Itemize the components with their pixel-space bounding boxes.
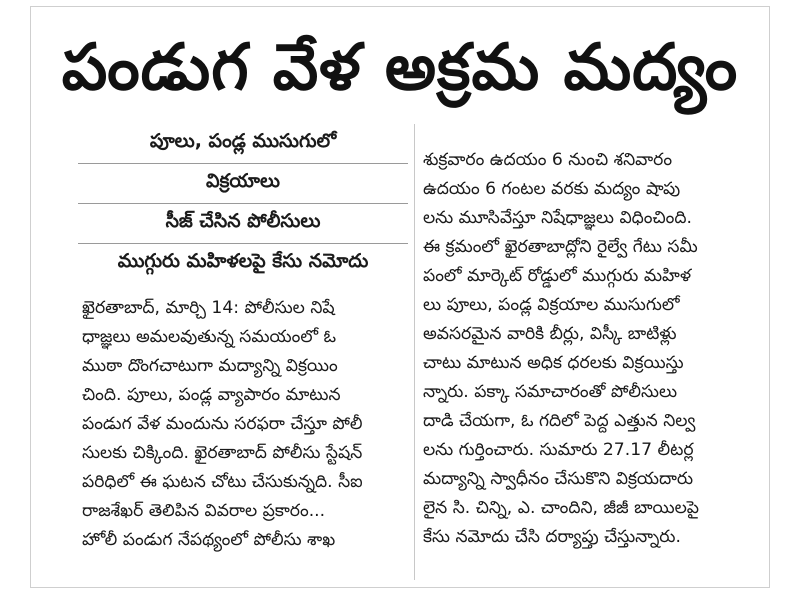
body-line: లను గుర్తించారు. సుమారు 27.17 లీటర్ల (423, 440, 694, 460)
body-line: శుక్రవారం ఉదయం 6 నుంచి శనివారం (423, 150, 673, 170)
body-line: హోలీ పండుగ నేపథ్యంలో పోలీసు శాఖ (82, 530, 336, 550)
body-line: ఈ క్రమంలో ఖైరతాబాద్లోని రైల్వే గేటు సమీ (423, 237, 698, 257)
body-line: చింది. పూలు, పండ్ల వ్యాపారం మాటున (82, 385, 341, 405)
body-line: న్నారు. పక్కా సమాచారంతో పోలీసులు (423, 382, 678, 402)
body-line: అవసరమైన వారికి బీర్లు, విస్కీ బాటిళ్లు (423, 324, 677, 344)
body-line: ఉదయం 6 గంటల వరకు మద్యం షాపు (423, 179, 681, 199)
body-line: ఖైరతాబాద్‌, మార్చి 14: పోలీసుల నిషే (82, 298, 335, 318)
body-line: పంలో మార్కెట్‌ రోడ్డులో ముగ్గురు మహిళ (423, 266, 692, 286)
body-line: లను మూసివేస్తూ నిషేధాజ్ఞలు విధించింది. (423, 208, 692, 228)
body-line: లైన సి. చిన్ని, ఎ. చాందిని, జీజీ బాయిలపై (423, 498, 700, 518)
article-headline: పండుగ వేళ అక్రమ మద్యం (61, 31, 739, 105)
subheading-line-4: ముగ్గురు మహిళలపై కేసు నమోదు (117, 250, 369, 272)
body-line: మద్యాన్ని స్వాధీనం చేసుకొని విక్రయదారు (423, 469, 694, 489)
body-line: ధాజ్ఞలు అమలవుతున్న సమయంలో ఓ (82, 327, 337, 347)
body-line: ముఠా దొంగచాటుగా మద్యాన్ని విక్రయిం (82, 356, 338, 376)
body-line: రాజశేఖర్‌ తెలిపిన వివరాల ప్రకారం... (82, 501, 326, 521)
body-line: దాడి చేయగా, ఓ గదిలో పెద్ద ఎత్తున నిల్వ (423, 411, 696, 431)
body-line: సులకు చిక్కింది. ఖైరతాబాద్‌ పోలీసు స్టేషన్‌ (82, 443, 363, 463)
body-line: లు పూలు, పండ్ల విక్రయాల ముసుగులో (423, 295, 680, 315)
article-body-left-column (82, 294, 404, 555)
body-line: కేసు నమోదు చేసి దర్యాప్తు చేస్తున్నారు. (423, 527, 681, 547)
body-line: పరిధిలో ఈ ఘటన చోటు చేసుకున్నది. సీఐ (82, 472, 363, 492)
subheading-line-3: సీజ్‌ చేసిన పోలీసులు (78, 204, 408, 244)
body-line: పండుగ వేళ మందును సరఫరా చేస్తూ పోలీ (82, 414, 363, 434)
subheading-block (78, 124, 408, 288)
subheading-line-2: విక్రయాలు (78, 164, 408, 204)
article-body-right-column (423, 146, 768, 552)
body-line: చాటు మాటున అధిక ధరలకు విక్రయిస్తు (423, 353, 684, 373)
column-divider (414, 124, 415, 580)
subheading-line-1: పూలు, పండ్ల ముసుగులో (78, 124, 408, 164)
